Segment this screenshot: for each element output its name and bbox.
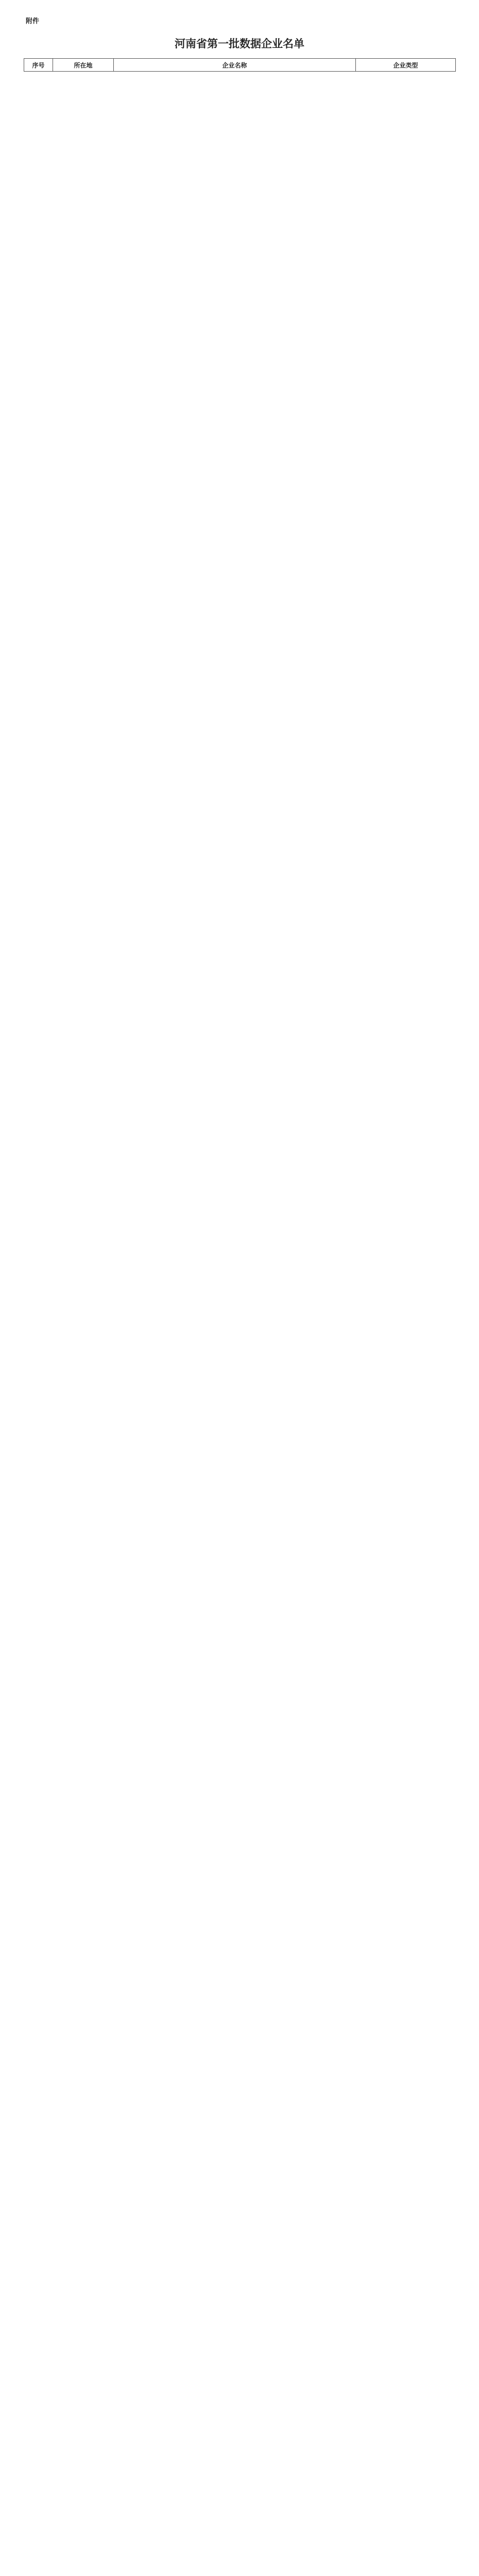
header-no: 序号: [24, 59, 53, 72]
header-city: 所在地: [53, 59, 114, 72]
table-header: [24, 59, 456, 72]
header-type: 企业类型: [356, 59, 456, 72]
enterprise-table: [24, 58, 456, 72]
header-name: 企业名称: [114, 59, 356, 72]
document-page: [0, 0, 479, 103]
header-row: [24, 59, 456, 72]
document-title: 河南省第一批数据企业名单: [175, 37, 304, 50]
annex-label: 附件: [26, 18, 40, 25]
